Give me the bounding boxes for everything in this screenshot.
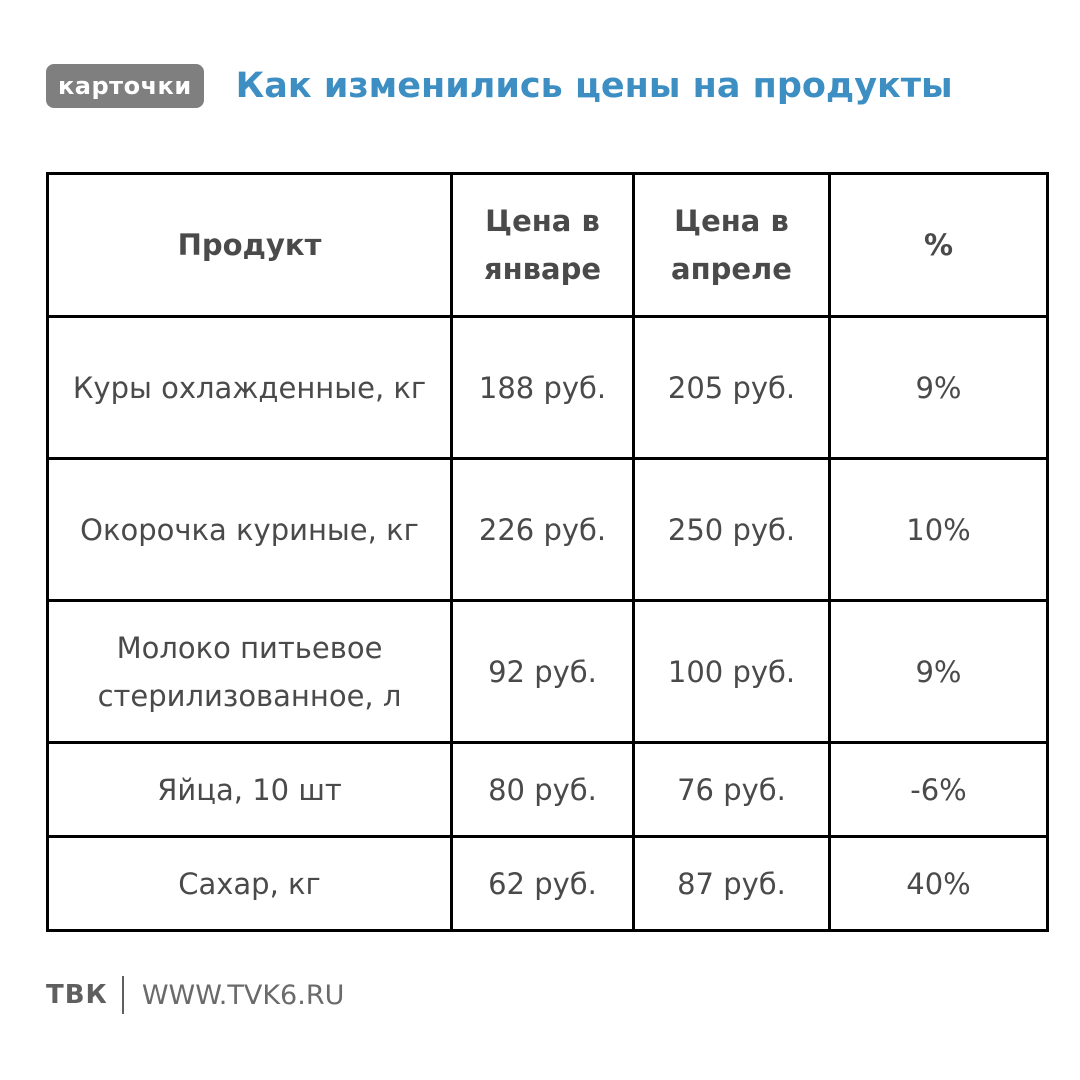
- jan-price-cell: 92 руб.: [452, 601, 634, 743]
- apr-price-cell: 205 руб.: [634, 317, 830, 459]
- footer: [46, 975, 344, 1015]
- apr-price-cell: 250 руб.: [634, 459, 830, 601]
- product-cell: Молоко питьевое стерилизованное, л: [48, 601, 452, 743]
- table-row: [48, 743, 1048, 837]
- product-cell: Куры охлажденные, кг: [48, 317, 452, 459]
- footer-divider: [122, 976, 124, 1014]
- table-row: [48, 317, 1048, 459]
- apr-price-cell: 76 руб.: [634, 743, 830, 837]
- column-header-apr-price: Цена в апреле: [634, 174, 830, 317]
- percent-cell: 40%: [830, 837, 1048, 931]
- tvk-logo: ТВК: [46, 980, 108, 1010]
- table-row: [48, 837, 1048, 931]
- product-cell: Сахар, кг: [48, 837, 452, 931]
- category-tag[interactable]: карточки: [46, 64, 204, 108]
- product-cell: Окорочка куриные, кг: [48, 459, 452, 601]
- price-table: [46, 172, 1049, 932]
- page-title: Как изменились цены на продукты: [235, 66, 953, 106]
- site-url-link[interactable]: WWW.TVK6.RU: [141, 979, 345, 1011]
- column-header-jan-price: Цена в январе: [452, 174, 634, 317]
- header: [46, 62, 1040, 110]
- percent-cell: -6%: [830, 743, 1048, 837]
- jan-price-cell: 188 руб.: [452, 317, 634, 459]
- percent-cell: 10%: [830, 459, 1048, 601]
- jan-price-cell: 62 руб.: [452, 837, 634, 931]
- table-header-row: [48, 174, 1048, 317]
- percent-cell: 9%: [830, 317, 1048, 459]
- column-header-percent: %: [830, 174, 1048, 317]
- table-row: [48, 601, 1048, 743]
- product-cell: Яйца, 10 шт: [48, 743, 452, 837]
- jan-price-cell: 226 руб.: [452, 459, 634, 601]
- apr-price-cell: 100 руб.: [634, 601, 830, 743]
- column-header-product: Продукт: [48, 174, 452, 317]
- apr-price-cell: 87 руб.: [634, 837, 830, 931]
- percent-cell: 9%: [830, 601, 1048, 743]
- jan-price-cell: 80 руб.: [452, 743, 634, 837]
- table-row: [48, 459, 1048, 601]
